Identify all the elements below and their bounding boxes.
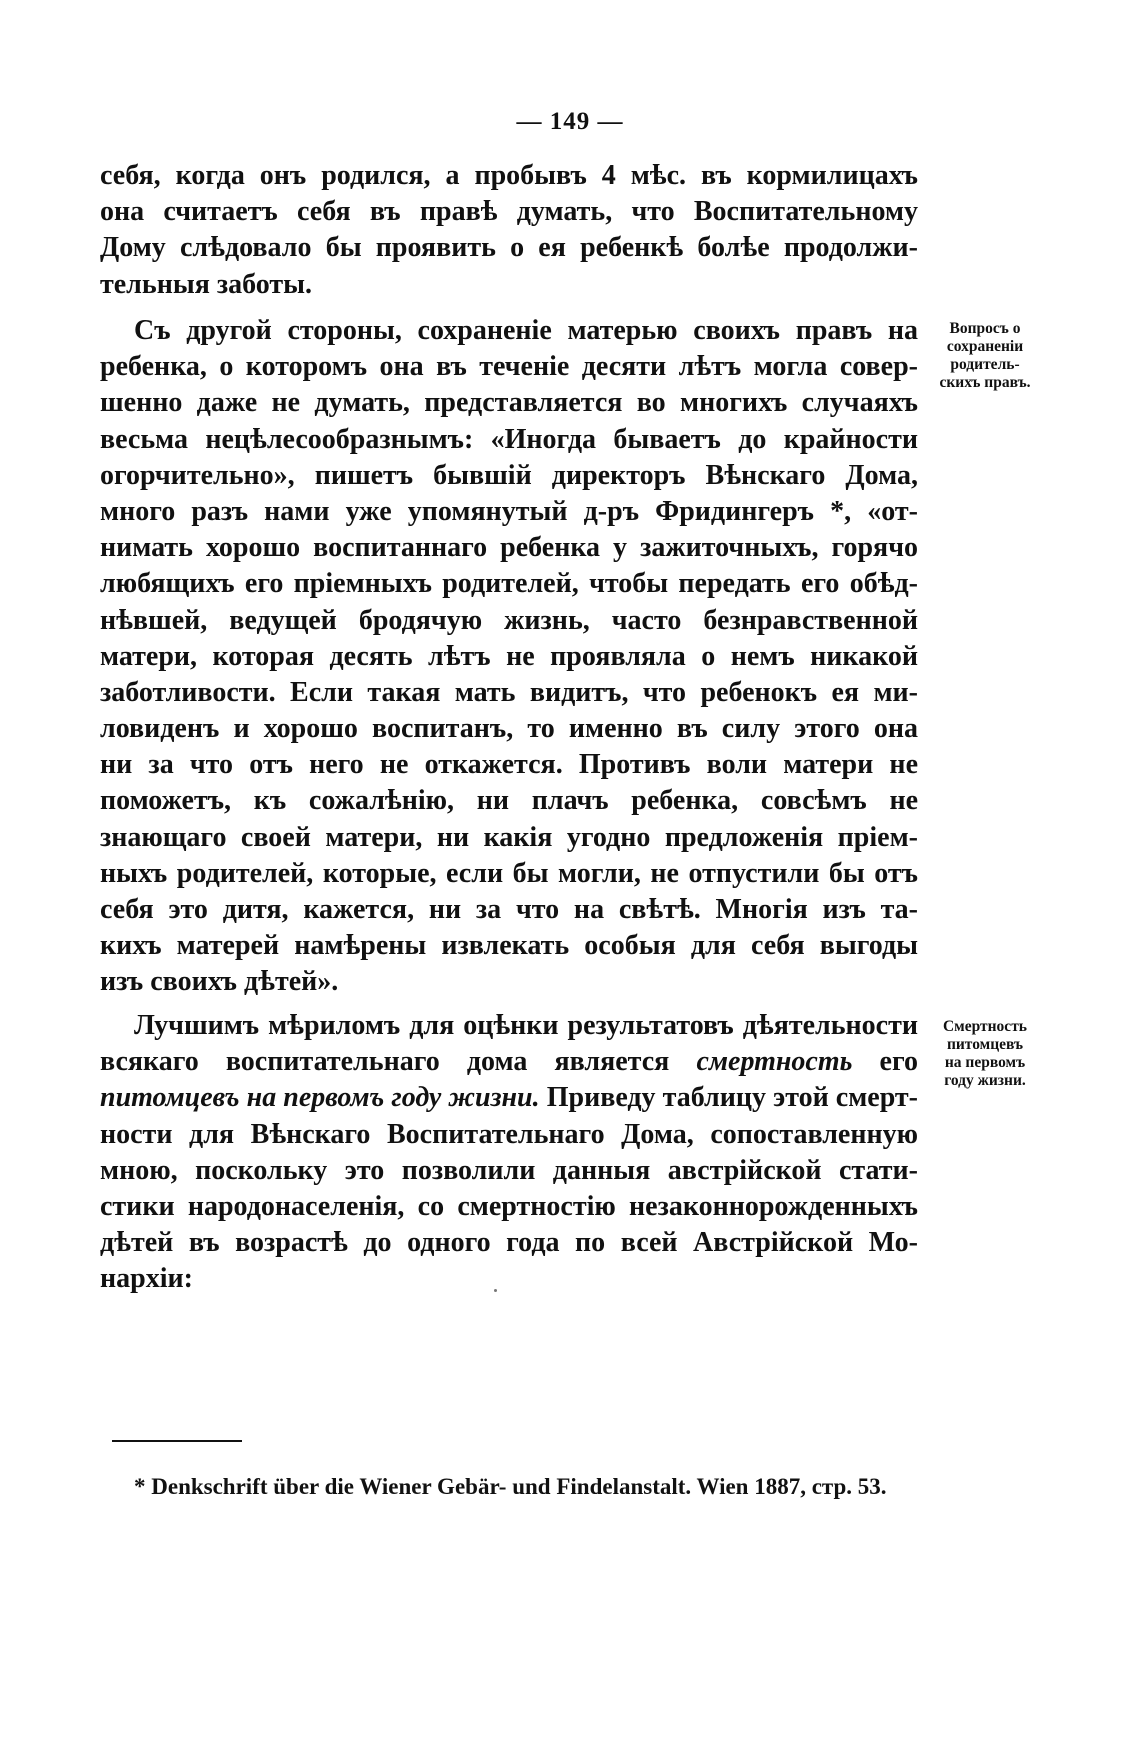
margin-note-line: родитель- — [950, 356, 1020, 373]
text-run: его — [852, 1046, 918, 1078]
text-run: Приведу таблицу этой смерт- — [539, 1082, 918, 1114]
footnote: * Denkschrift über die Wiener Gebär- und Findelanstalt. Wien 1887, стр. 53. — [134, 1474, 887, 1499]
text-line: заботливости. Если такая мать видитъ, что ребенокъ ея ми- — [100, 676, 918, 708]
text-line: ни за что отъ него не откажется. Противъ воли матери не — [100, 749, 918, 781]
text-line: стики народонаселенія, со смертностію незаконнорожденныхъ — [100, 1190, 918, 1222]
text-line: тельныя заботы. — [100, 268, 312, 300]
text-line: изъ своихъ дѣтей». — [100, 966, 339, 998]
margin-note-line: году жизни. — [944, 1072, 1026, 1089]
text-line: дѣтей въ возрастѣ до одного года по всей Австрійской Мо- — [100, 1227, 918, 1259]
text-line: ныхъ родителей, которые, если бы могли, не отпустили бы отъ — [100, 857, 918, 889]
margin-note-line: Смертность — [942, 1018, 1028, 1035]
text-line — [100, 1044, 918, 1080]
text-line: поможетъ, къ сожалѣнію, ни плачъ ребенка, совсѣмъ не — [100, 785, 918, 817]
emphasis-text: питомцевъ на первомъ году жизни. — [100, 1082, 540, 1114]
text-line: шенно даже не думать, представляется во многихъ случаяхъ — [100, 387, 918, 419]
emphasis-text: смертность — [696, 1046, 853, 1078]
text-line: любящихъ его пріемныхъ родителей, чтобы передать его обѣд- — [100, 568, 918, 600]
footnote-rule — [112, 1440, 242, 1442]
text-line: кихъ матерей намѣрены извлекать особыя для себя выгоды — [100, 930, 918, 962]
margin-note-line: скихъ правъ. — [939, 374, 1031, 391]
text-line: много разъ нами уже упомянутый д-ръ Фридингеръ *, «от- — [100, 495, 918, 527]
paragraph-3 — [100, 1008, 918, 1298]
text-run: всякаго воспитательнаго дома является — [100, 1046, 697, 1078]
text-line: она считаетъ себя въ правѣ думать, что Воспитательному — [100, 196, 918, 228]
text-line: ловиденъ и хорошо воспитанъ, то именно въ силу этого она — [100, 713, 918, 745]
paragraph-1 — [100, 158, 918, 303]
text-line: Съ другой стороны, сохраненіе матерью своихъ правъ на — [134, 315, 918, 346]
text-line: огорчительно», пишетъ бывшій директоръ Вѣнскаго Дома, — [100, 459, 918, 491]
margin-note-line: питомцевъ — [946, 1036, 1024, 1053]
text-line: ребенка, о которомъ она въ теченіе десяти лѣтъ могла совер- — [100, 351, 918, 383]
margin-note-mortality — [920, 1018, 1050, 1090]
text-line: себя это дитя, кажется, ни за что на свѣтѣ. Многія изъ та- — [100, 894, 918, 925]
page-number: — 149 — — [516, 108, 624, 135]
text-line: нимать хорошо воспитаннаго ребенка у зажиточныхъ, горячо — [100, 532, 918, 564]
margin-note-line: на первомъ — [944, 1054, 1026, 1071]
paragraph-2 — [100, 313, 918, 1001]
text-line — [100, 1080, 918, 1116]
text-line: ности для Вѣнскаго Воспитательнаго Дома, сопоставленную — [100, 1118, 918, 1150]
margin-note-parental-rights — [920, 320, 1050, 392]
text-line: Лучшимъ мѣриломъ для оцѣнки результатовъ дѣятельности — [134, 1010, 918, 1041]
text-line: себя, когда онъ родился, а пробывъ 4 мѣс. въ кормилицахъ — [100, 160, 918, 191]
text-line: нѣвшей, ведущей бродячую жизнь, часто безнравственной — [100, 604, 918, 636]
print-speck — [494, 1289, 497, 1292]
text-line: мною, поскольку это позволили данныя австрійской стати- — [100, 1154, 918, 1186]
text-line: матери, которая десять лѣтъ не проявляла о немъ никакой — [100, 640, 918, 672]
margin-note-line: Вопросъ о — [949, 320, 1021, 337]
text-line: нархіи: — [100, 1263, 193, 1295]
text-line: весьма нецѣлесообразнымъ: «Иногда бываетъ до крайности — [100, 423, 918, 455]
text-line: знающаго своей матери, ни какія угодно предложенія пріем- — [100, 821, 918, 853]
text-line: Дому слѣдовало бы проявить о ея ребенкѣ болѣе продолжи- — [100, 232, 918, 264]
margin-note-line: сохраненіи — [946, 338, 1024, 355]
